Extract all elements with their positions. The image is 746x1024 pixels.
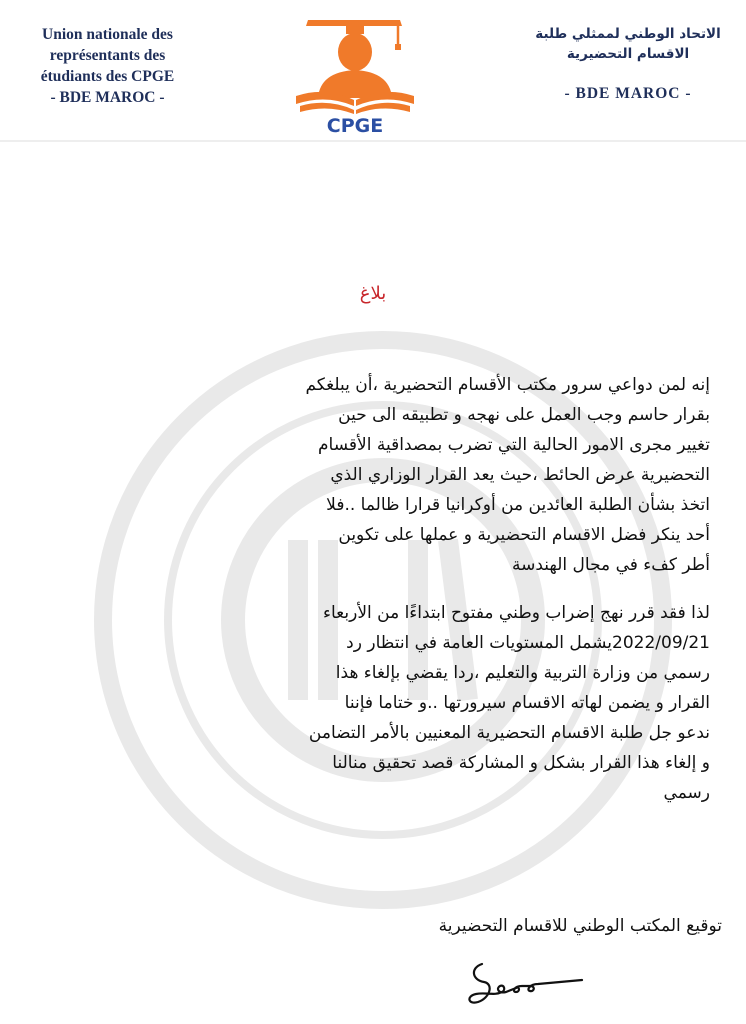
header-ar-line: الاقسام التحضيرية <box>566 46 690 62</box>
text-line: ندعو جل طلبة الاقسام التحضيرية المعنيين بالأمر التضامن <box>308 723 710 743</box>
header-fr-line: Union nationale des <box>42 26 173 43</box>
logo-text: CPGE <box>326 115 384 136</box>
text-line: بقرار حاسم وجب العمل على نهجه و تطبيقه الى حين <box>338 405 710 425</box>
text-line: و إلغاء هذا القرار بشكل و المشاركة قصد تحقيق منالنا <box>332 753 710 773</box>
header-fr-line: étudiants des CPGE <box>40 68 175 85</box>
paragraph-2 <box>48 598 710 808</box>
header-french-block <box>10 24 205 108</box>
header-fr-line: représentants des <box>49 47 166 64</box>
letterhead <box>0 0 746 140</box>
paragraph-1 <box>48 370 710 580</box>
announcement-body <box>48 370 710 808</box>
text-line: التحضيرية عرض الحائط ،حيث يعد القرار الوزاري الذي <box>330 465 710 485</box>
header-arabic-block <box>528 24 728 104</box>
announcement-title: بلاغ <box>359 283 387 304</box>
text-line: اتخذ بشأن الطلبة العائدين من أوكرانيا قرارا ظالما ..فلا <box>326 495 710 515</box>
signoff: توقيع المكتب الوطني للاقسام التحضيرية <box>438 916 722 936</box>
header-ar-sub: - BDE MAROC - <box>564 85 692 102</box>
header-ar-line: الاتحاد الوطني لممثلي طلبة <box>535 26 721 42</box>
text-line: إنه لمن دواعي سرور مكتب الأقسام التحضيرية ،أن يبلغكم <box>305 375 710 395</box>
text-line: 2022/09/21يشمل المستويات العامة في انتظار رد <box>346 633 710 653</box>
text-line: تغيير مجرى الامور الحالية التي تضرب بمصداقية الأقسام <box>318 435 710 455</box>
cpge-logo <box>290 14 420 136</box>
text-line: لذا فقد قرر نهج إضراب وطني مفتوح ابتداءًا من الأربعاء <box>323 603 710 623</box>
text-line: أحد ينكر فضل الاقسام التحضيرية و عملها على تكوين <box>338 525 710 545</box>
text-line: رسمي <box>663 783 710 803</box>
text-line: أطر كفء في مجال الهندسة <box>512 555 710 575</box>
handwritten-signature <box>464 958 584 1014</box>
text-line: القرار و يضمن لهاته الاقسام سيرورتها ..و ختاما فإننا <box>344 693 710 713</box>
header-fr-line: - BDE MAROC - <box>50 89 165 106</box>
header-divider <box>0 140 746 142</box>
text-line: رسمي من وزارة التربية والتعليم ،ردا يقضي بإلغاء هذا <box>335 663 710 683</box>
